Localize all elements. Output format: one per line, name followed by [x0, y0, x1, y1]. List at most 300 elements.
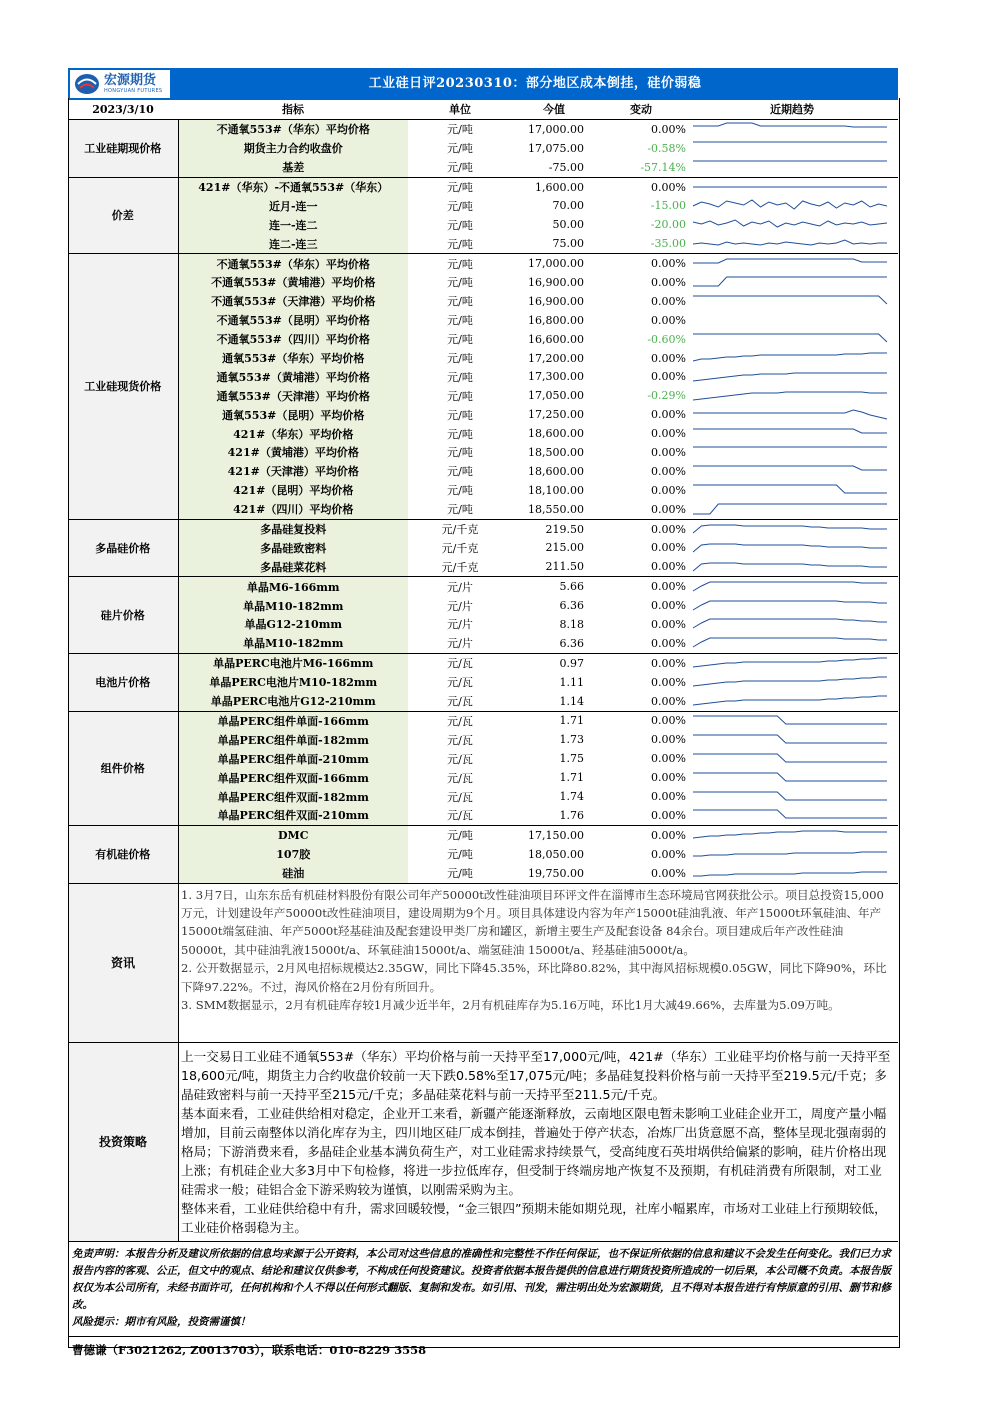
table-row — [68, 443, 898, 462]
table-row — [68, 177, 898, 196]
unit-cell: 元/吨 — [447, 848, 473, 862]
change-cell: 0.00% — [651, 370, 686, 384]
sparkline-cell — [686, 367, 898, 386]
sparkline-path — [693, 240, 887, 245]
value-cell: 17,000.00 — [528, 122, 584, 136]
value-cell: 0.97 — [559, 656, 584, 670]
value-cell: 5.66 — [559, 580, 584, 594]
indicator-name: 连二-连三 — [178, 234, 408, 253]
unit-cell: 元/吨 — [408, 158, 512, 177]
change-cell: 0.00% — [651, 541, 686, 555]
value-cell: 219.50 — [545, 522, 584, 536]
unit-cell: 元/吨 — [447, 295, 473, 309]
logo-cn-text: 宏源期货 — [104, 73, 157, 88]
sparkline-path — [693, 525, 887, 533]
unit-cell: 元/千克 — [441, 523, 479, 537]
sparkline-cell — [686, 311, 898, 330]
unit-cell: 元/吨 — [408, 864, 512, 883]
value-cell: 17,000.00 — [528, 257, 584, 271]
indicator-name: 单晶G12-210mm — [178, 615, 408, 634]
change-cell: -35.00 — [596, 234, 686, 253]
category-cell: 价差 — [68, 177, 178, 254]
indicator-name: 421#（昆明）平均价格 — [178, 481, 408, 500]
analyst-contact: 曹德谦（F3021262, Z0013703），联系电话：010-8229 3558 — [72, 1342, 427, 1357]
table-row — [68, 538, 898, 557]
change-cell: -0.58% — [647, 141, 686, 155]
sparkline-cell — [686, 330, 898, 349]
table-row — [68, 730, 898, 749]
value-cell: 1,600.00 — [535, 180, 584, 194]
change-cell: 0.00% — [651, 752, 686, 766]
sparkline — [690, 349, 890, 367]
value-cell: 1.11 — [559, 675, 584, 689]
unit-cell: 元/吨 — [447, 465, 473, 479]
indicator-name: 421#（华东）-不通氧553#（华东） — [178, 177, 408, 196]
value-cell: 18,100.00 — [528, 483, 584, 497]
sparkline-path — [693, 563, 887, 571]
sparkline — [690, 806, 890, 824]
sparkline — [690, 120, 890, 138]
strategy-paragraph: 基本面来看，工业硅供给相对稳定，企业开工来看，新疆产能逐渐释放，云南地区限电暂未影响工业硅企业开工，周度产量小幅增加，目前云南整体以消化库存为主，四川地区硅厂成本倒挂，普遍处于停产状态，冶炼厂出货意愿不高，整体呈现北强南弱的格局；下游消费来看，多晶硅企业基本满负荷生产，对工业硅需求持续景气，受高纯度石英坩埚供给偏紧的影响，硅片价格出现上涨；有机硅企业大多3月中下旬检修，将进一步拉低库存，但受制于终端房地产恢复不及预期，有机硅消费有所限制，对工业硅需求一般；硅铝合金下游采购较为谨慎，以刚需采购为主。 — [181, 1105, 887, 1197]
sparkline — [690, 539, 890, 557]
sparkline-cell — [686, 500, 898, 519]
sparkline-cell — [686, 462, 898, 481]
sparkline-cell — [686, 864, 898, 883]
sparkline-path — [693, 353, 887, 361]
change-cell: 0.00% — [651, 257, 686, 271]
sparkline — [690, 481, 890, 499]
unit-cell: 元/瓦 — [447, 752, 473, 766]
change-cell: 0.00% — [651, 714, 686, 728]
unit-cell: 元/片 — [447, 618, 473, 632]
sparkline-path — [693, 810, 887, 818]
indicator-name: 421#（天津港）平均价格 — [178, 462, 408, 481]
sparkline — [690, 178, 890, 196]
table-row — [68, 462, 898, 481]
change-cell: 0.00% — [651, 445, 686, 459]
sparkline — [690, 654, 890, 672]
sparkline-path — [693, 582, 887, 591]
table-row — [68, 330, 898, 349]
indicator-name: 多晶硅菜花料 — [178, 557, 408, 576]
sparkline — [690, 731, 890, 749]
value-cell: 18,600.00 — [528, 427, 584, 441]
indicator-name: 107胶 — [178, 845, 408, 864]
strategy-paragraph: 上一交易日工业硅不通氧553#（华东）平均价格与前一天持平至17,000元/吨，421#（华东）工业硅平均价格与前一天持平至18,600元/吨，期货主力合约收盘价较前一天下跌0.58%至17,075元/吨；多晶硅复投料价格与前一天持平至219.5元/千克；多晶硅致密料与前一天持平至215元/千克；多晶硅菜花料与前一天持平至211.5元/千克。 — [181, 1048, 891, 1102]
table-row — [68, 577, 898, 596]
indicator-name: 单晶PERC组件单面-210mm — [178, 749, 408, 768]
sparkline-cell — [686, 711, 898, 730]
sparkline-cell — [686, 424, 898, 443]
sparkline — [690, 443, 890, 461]
indicator-name: 近月-连一 — [178, 196, 408, 215]
unit-cell: 元/瓦 — [408, 806, 512, 825]
sparkline-path — [693, 852, 887, 856]
sparkline-cell — [686, 292, 898, 311]
sparkline — [690, 826, 890, 844]
value-cell: 6.36 — [559, 599, 584, 613]
sparkline — [690, 273, 890, 291]
table-row — [68, 254, 898, 273]
strategy-paragraph: 整体来看，工业硅供给稳中有升，需求回暖较慢，“金三银四”预期未能如期兑现，社库小幅累库，市场对工业硅上行预期较低，工业硅价格弱稳为主。 — [181, 1200, 887, 1235]
indicator-name: 421#（黄埔港）平均价格 — [178, 443, 408, 462]
table-row — [68, 215, 898, 234]
change-cell: 0.00% — [596, 806, 686, 825]
sparkline-path — [693, 410, 887, 419]
sparkline-path — [693, 277, 887, 286]
sparkline-path — [693, 373, 887, 381]
value-cell: 17,250.00 — [528, 408, 584, 422]
value-cell: 1.71 — [559, 714, 584, 728]
sparkline-path — [693, 716, 887, 724]
risk-warning: 风险提示：期市有风险，投资需谨慎！ — [72, 1316, 251, 1329]
strategy-section — [68, 1043, 898, 1242]
table-row — [68, 481, 898, 500]
value-cell: -75.00 — [512, 158, 596, 177]
indicator-name: 单晶PERC组件双面-182mm — [178, 787, 408, 806]
indicator-name: 不通氧553#（华东）平均价格 — [178, 119, 408, 138]
indicator-name: 单晶PERC组件双面-210mm — [178, 806, 408, 825]
indicator-name: 多晶硅致密料 — [178, 538, 408, 557]
value-cell: 18,550.00 — [512, 500, 596, 519]
sparkline-path — [693, 619, 887, 628]
unit-cell: 元/吨 — [447, 123, 473, 137]
unit-cell: 元/吨 — [447, 389, 473, 403]
sparkline — [690, 387, 890, 405]
table-row — [68, 749, 898, 768]
sparkline-cell — [686, 177, 898, 196]
value-cell: 50.00 — [552, 218, 584, 232]
indicator-name: 通氧553#（天津港）平均价格 — [178, 386, 408, 405]
indicator-name: 连一-连二 — [178, 215, 408, 234]
indicator-name: 单晶PERC电池片G12-210mm — [178, 692, 408, 711]
sparkline-cell — [686, 273, 898, 292]
news-item: 1. 3月7日，山东东岳有机硅材料股份有限公司年产50000t改性硅油项目环评文件在淄博市生态环境局官网获批公示。项目总投资15,000万元，计划建设年产50000t改性硅油项目，建设周期为9个月。项目具体建设内容为年产15000t硅油乳液、年产15000t环氧硅油、年产15000t端氢硅油、年产5000t羟基硅油及配套建设甲类厂房和罐区，新增主要生产及配套设备 84余台。项目建成后年产改性硅油50000t，其中硅油乳液15000t/a、环氧硅油15000t/a、端氢硅油 15000t/a、羟基硅油5000t/a。 — [181, 887, 884, 957]
value-cell: 17,050.00 — [528, 389, 584, 403]
table-row — [68, 768, 898, 787]
indicator-name: 通氧553#（黄埔港）平均价格 — [178, 367, 408, 386]
sparkline — [690, 406, 890, 424]
sparkline-path — [693, 658, 887, 667]
value-cell: 1.75 — [559, 752, 584, 766]
sparkline-cell — [686, 577, 898, 596]
unit-cell: 元/千克 — [408, 557, 512, 576]
indicator-name: 不通氧553#（华东）平均价格 — [178, 254, 408, 273]
change-cell: 0.00% — [596, 557, 686, 576]
indicator-name: 单晶PERC组件单面-182mm — [178, 730, 408, 749]
table-row — [68, 825, 898, 844]
logo-en-text: HONGYUAN FUTURES — [104, 88, 163, 94]
value-cell: 19,750.00 — [512, 864, 596, 883]
indicator-name: 不通氧553#（黄埔港）平均价格 — [178, 273, 408, 292]
unit-cell: 元/瓦 — [447, 714, 473, 728]
company-logo — [70, 70, 170, 98]
indicator-name: 不通氧553#（天津港）平均价格 — [178, 292, 408, 311]
change-cell: 0.00% — [651, 483, 686, 497]
indicator-name: 期货主力合约收盘价 — [178, 139, 408, 158]
sparkline-path — [693, 872, 887, 876]
change-cell: 0.00% — [651, 275, 686, 289]
sparkline-cell — [686, 557, 898, 576]
sparkline-cell — [686, 634, 898, 653]
value-cell: 1.14 — [512, 692, 596, 711]
sparkline — [690, 311, 890, 329]
value-cell: 18,050.00 — [528, 847, 584, 861]
sparkline — [690, 462, 890, 480]
sparkline-path — [693, 429, 887, 433]
table-row — [68, 405, 898, 424]
sparkline-path — [693, 220, 887, 227]
table-header-row — [68, 100, 898, 119]
table-row — [68, 119, 898, 138]
sparkline-path — [693, 392, 887, 400]
table-row — [68, 311, 898, 330]
change-cell: -0.60% — [647, 332, 686, 346]
unit-cell: 元/吨 — [447, 142, 473, 156]
change-cell: 0.00% — [651, 580, 686, 594]
unit-cell: 元/瓦 — [447, 733, 473, 747]
value-cell: 18,600.00 — [528, 464, 584, 478]
sparkline-path — [693, 485, 887, 493]
unit-cell: 元/吨 — [447, 370, 473, 384]
change-cell: -57.14% — [596, 158, 686, 177]
change-cell: 0.00% — [651, 408, 686, 422]
change-cell: 0.00% — [651, 790, 686, 803]
value-cell: 215.00 — [545, 541, 584, 555]
sparkline — [690, 500, 890, 518]
value-cell: 16,800.00 — [528, 313, 584, 327]
indicator-name: 单晶M6-166mm — [178, 577, 408, 596]
table-row — [68, 615, 898, 634]
indicator-name: DMC — [178, 825, 408, 844]
sparkline — [690, 864, 890, 882]
sparkline — [690, 692, 890, 710]
news-item: 3. SMM数据显示，2月有机硅库存较1月减少近半年，2月有机硅库存为5.16万吨，环比1月大减49.66%，去库量为5.09万吨。 — [181, 997, 840, 1012]
value-cell: 1.76 — [512, 806, 596, 825]
sparkline-cell — [686, 825, 898, 844]
indicator-name: 多晶硅复投料 — [178, 519, 408, 538]
sparkline-cell — [686, 692, 898, 711]
sparkline-cell — [686, 234, 898, 253]
sparkline-cell — [686, 443, 898, 462]
unit-cell: 元/吨 — [447, 181, 473, 194]
sparkline — [690, 597, 890, 615]
value-cell: 70.00 — [552, 199, 584, 213]
sparkline-cell — [686, 749, 898, 768]
sparkline-cell — [686, 768, 898, 787]
change-cell: 0.00% — [651, 351, 686, 365]
unit-cell: 元/吨 — [447, 484, 473, 498]
indicator-name: 硅油 — [178, 864, 408, 883]
change-cell: 0.00% — [651, 464, 686, 478]
sparkline — [690, 845, 890, 863]
sparkline-cell — [686, 386, 898, 405]
sparkline-path — [693, 638, 887, 647]
indicator-name: 单晶PERC电池片M6-166mm — [178, 653, 408, 672]
unit-cell: 元/瓦 — [408, 692, 512, 711]
table-row — [68, 806, 898, 825]
sparkline — [690, 425, 890, 443]
unit-cell: 元/吨 — [447, 352, 473, 366]
sparkline-cell — [686, 481, 898, 500]
sparkline-path — [693, 677, 887, 686]
change-cell: 0.00% — [651, 675, 686, 689]
indicator-name: 单晶M10-182mm — [178, 634, 408, 653]
sparkline-cell — [686, 845, 898, 864]
category-cell: 组件价格 — [68, 711, 178, 825]
logo-icon — [74, 73, 100, 95]
value-cell: 17,150.00 — [528, 828, 584, 842]
report-header — [68, 68, 898, 100]
table-row — [68, 864, 898, 883]
table-row — [68, 673, 898, 692]
sparkline — [690, 197, 890, 215]
value-cell: 211.50 — [512, 557, 596, 576]
category-cell: 有机硅价格 — [68, 825, 178, 883]
table-row — [68, 845, 898, 864]
disclaimer-text: 免责声明：本报告分析及建议所依据的信息均来源于公开资料，本公司对这些信息的准确性和完整性不作任何保证，也不保证所依据的信息和建议不会发生任何变化。我们已力求报告内容的客观、公正，但文中的观点、结论和建议仅供参考，不构成任何投资建议。投资者依据本报告提供的信息进行期货投资所造成的一切后果，本公司概不负责。本报告版权仅为本公司所有，未经书面许可，任何机构和个人不得以任何形式翻版、复制和发布。如引用、刊发，需注明出处为宏源期货，且不得对本报告进行有悖原意的引用、删节和修改。 — [72, 1247, 891, 1312]
unit-cell: 元/吨 — [447, 446, 473, 460]
sparkline — [690, 330, 890, 348]
indicator-header: 指标 — [178, 100, 408, 119]
sparkline — [690, 158, 890, 176]
table-row — [68, 234, 898, 253]
unit-cell: 元/瓦 — [447, 676, 473, 690]
sparkline-path — [693, 334, 887, 342]
unit-cell: 元/片 — [447, 599, 473, 613]
sparkline — [690, 368, 890, 386]
sparkline — [690, 634, 890, 652]
value-cell: 8.18 — [559, 617, 584, 631]
change-cell: 0.00% — [651, 522, 686, 536]
sparkline-path — [693, 754, 887, 762]
table-row — [68, 292, 898, 311]
category-cell: 硅片价格 — [68, 577, 178, 654]
sparkline-path — [693, 259, 887, 263]
sparkline — [690, 750, 890, 768]
price-table — [68, 100, 898, 884]
sparkline — [690, 520, 890, 538]
sparkline — [690, 673, 890, 691]
change-cell: 0.00% — [651, 847, 686, 861]
unit-cell: 元/吨 — [447, 199, 473, 213]
sparkline-cell — [686, 806, 898, 825]
change-cell: 0.00% — [651, 599, 686, 613]
table-row — [68, 557, 898, 576]
sparkline-cell — [686, 158, 898, 177]
table-row — [68, 692, 898, 711]
value-cell: 1.74 — [559, 790, 584, 803]
sparkline — [690, 139, 890, 157]
unit-cell: 元/片 — [447, 580, 473, 594]
sparkline-path — [693, 831, 887, 838]
table-row — [68, 196, 898, 215]
sparkline-path — [693, 696, 887, 705]
unit-cell: 元/吨 — [447, 408, 473, 422]
change-cell: 0.00% — [596, 500, 686, 519]
change-cell: 0.00% — [651, 122, 686, 136]
value-cell: 16,900.00 — [528, 294, 584, 308]
unit-cell: 元/吨 — [447, 829, 473, 843]
change-cell: -0.29% — [647, 389, 686, 403]
disclaimer — [68, 1242, 898, 1337]
news-label: 资讯 — [68, 884, 179, 1042]
unit-cell: 元/吨 — [447, 218, 473, 232]
value-cell: 17,075.00 — [528, 141, 584, 155]
table-row — [68, 139, 898, 158]
category-cell: 工业硅期现价格 — [68, 119, 178, 177]
table-row — [68, 424, 898, 443]
unit-cell: 元/吨 — [447, 276, 473, 290]
sparkline-path — [693, 792, 887, 800]
value-cell: 1.73 — [559, 733, 584, 747]
unit-cell: 元/瓦 — [447, 657, 473, 671]
indicator-name: 单晶PERC组件单面-166mm — [178, 711, 408, 730]
unit-header: 单位 — [408, 100, 512, 119]
indicator-name: 单晶PERC电池片M10-182mm — [178, 673, 408, 692]
sparkline-path — [693, 773, 887, 781]
sparkline-path — [693, 601, 887, 610]
change-header: 变动 — [596, 100, 686, 119]
category-cell: 电池片价格 — [68, 653, 178, 711]
indicator-name: 单晶M10-182mm — [178, 596, 408, 615]
change-cell: 0.00% — [651, 180, 686, 194]
indicator-name: 不通氧553#（四川）平均价格 — [178, 330, 408, 349]
value-cell: 75.00 — [512, 234, 596, 253]
sparkline-cell — [686, 673, 898, 692]
category-cell: 多晶硅价格 — [68, 519, 178, 577]
value-cell: 16,900.00 — [528, 275, 584, 289]
change-cell: 0.00% — [596, 634, 686, 653]
table-row — [68, 519, 898, 538]
table-row — [68, 349, 898, 368]
report-title: 工业硅日评20230310：部分地区成本倒挂，硅价弱稳 — [368, 76, 702, 91]
sparkline — [690, 615, 890, 633]
indicator-name: 不通氧553#（昆明）平均价格 — [178, 311, 408, 330]
sparkline — [690, 712, 890, 730]
indicator-name: 421#（华东）平均价格 — [178, 424, 408, 443]
unit-cell: 元/千克 — [441, 541, 479, 555]
value-cell: 16,600.00 — [528, 332, 584, 346]
sparkline — [690, 788, 890, 806]
value-cell: 17,200.00 — [528, 351, 584, 365]
change-cell: 0.00% — [651, 313, 686, 327]
indicator-name: 421#（四川）平均价格 — [178, 500, 408, 519]
value-cell: 6.36 — [512, 634, 596, 653]
change-cell: 0.00% — [651, 828, 686, 842]
value-cell: 18,500.00 — [528, 445, 584, 459]
table-row — [68, 634, 898, 653]
indicator-name: 通氧553#（昆明）平均价格 — [178, 405, 408, 424]
table-row — [68, 273, 898, 292]
sparkline — [690, 216, 890, 234]
news-section — [68, 884, 898, 1043]
change-cell: -15.00 — [650, 199, 686, 213]
sparkline-cell — [686, 653, 898, 672]
sparkline-path — [693, 735, 887, 743]
trend-header: 近期趋势 — [686, 100, 898, 119]
table-row — [68, 787, 898, 806]
strategy-label: 投资策略 — [68, 1043, 179, 1241]
unit-cell: 元/瓦 — [447, 790, 473, 804]
sparkline — [690, 235, 890, 253]
unit-cell: 元/瓦 — [447, 771, 473, 785]
sparkline — [690, 558, 890, 576]
unit-cell: 元/吨 — [408, 500, 512, 519]
change-cell: -20.00 — [650, 218, 686, 232]
sparkline-cell — [686, 615, 898, 634]
change-cell: 0.00% — [651, 427, 686, 441]
